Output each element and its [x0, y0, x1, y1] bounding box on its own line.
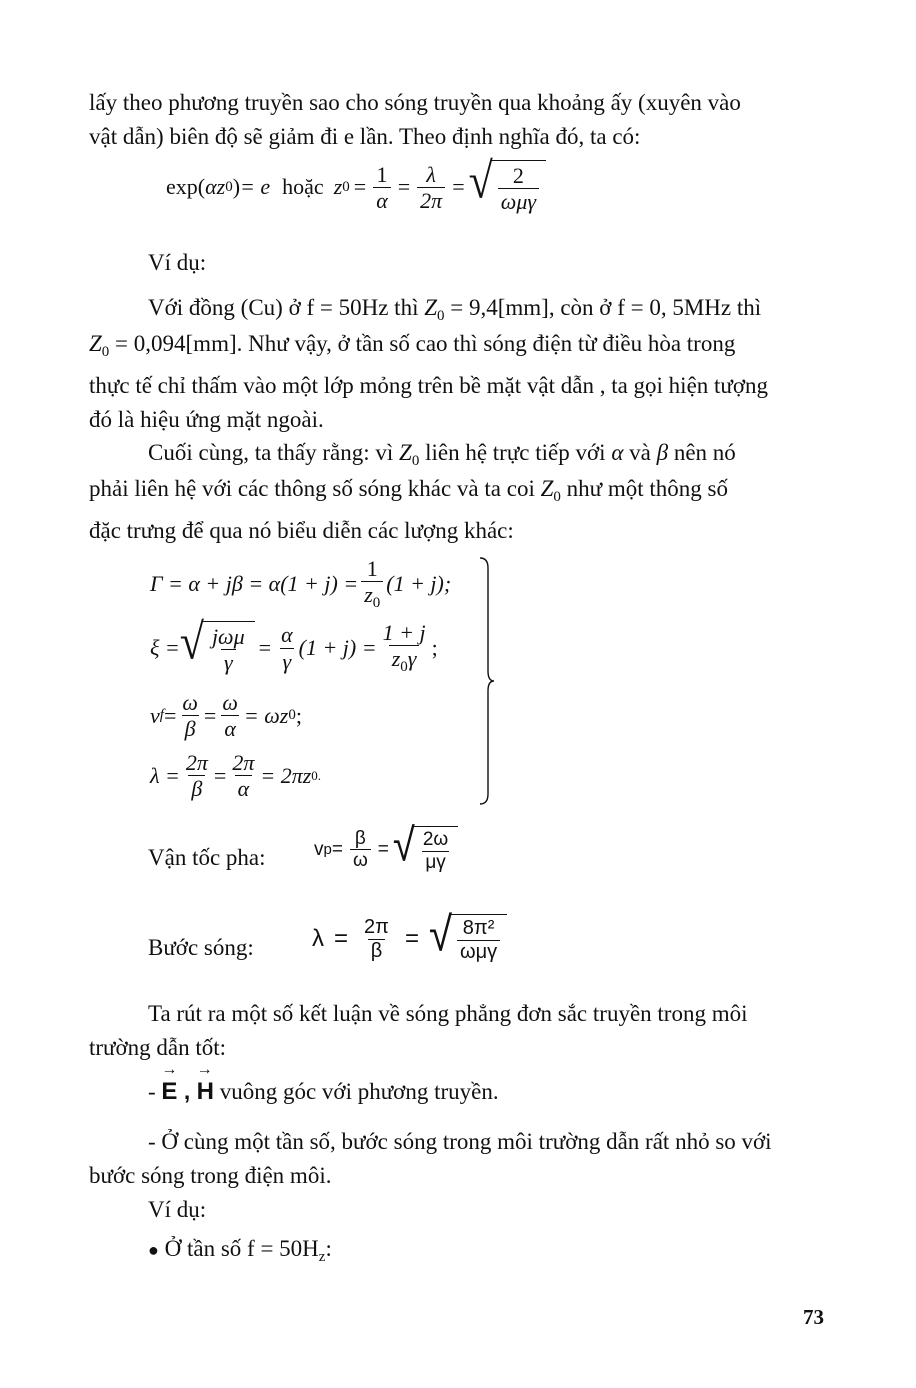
- frac-num: jωμ: [211, 623, 245, 649]
- sqrt: [179, 613, 255, 676]
- paragraph-conclusions-intro-cont: [89, 1031, 827, 1065]
- vector-H: → H: [197, 1078, 214, 1106]
- paragraph-conclusion-cont: [89, 472, 827, 548]
- paragraph-line: thực tế chỉ thấm vào một lớp mỏng trên bề mặt vật dẫn , ta gọi hiện tượng: [89, 373, 769, 398]
- frac-den: γ: [280, 648, 295, 674]
- conclusion-item-perpendicular: [148, 1078, 499, 1106]
- paragraph-line: trường dẫn tốt:: [89, 1035, 227, 1060]
- fraction: [417, 162, 445, 214]
- text: vuông góc với phương truyền.: [213, 1079, 499, 1104]
- frac-den: 2π: [417, 187, 445, 213]
- vector-E: → E: [161, 1078, 177, 1106]
- eq-rparen: ): [232, 174, 241, 200]
- radical-sign: √: [392, 820, 415, 871]
- wavelength-formula: [312, 906, 507, 964]
- eq-equals: =: [397, 174, 411, 200]
- frac-num: 2: [512, 163, 524, 188]
- dash: -: [148, 1079, 162, 1104]
- frac-den: [389, 645, 420, 676]
- equals: =: [334, 925, 349, 952]
- comma: ,: [177, 1078, 197, 1104]
- row-rhs: = 2πz: [260, 762, 312, 788]
- fraction: [380, 620, 429, 677]
- eq-alpha: α: [205, 174, 217, 200]
- frac-num: β: [354, 827, 366, 849]
- eq-equals: =: [353, 174, 367, 200]
- text: như một thông số: [560, 476, 728, 501]
- equals: =: [203, 702, 217, 728]
- bullet-icon: ●: [148, 1240, 159, 1260]
- frac-den: ωμγ: [457, 940, 500, 964]
- sub: 0: [437, 308, 445, 324]
- var-alpha: α: [611, 440, 624, 465]
- page-number: 73: [803, 1305, 824, 1329]
- fraction: [457, 917, 500, 964]
- var-Z: Z: [424, 295, 438, 320]
- text: phải liên hệ với các thông số sóng khác và ta coi: [89, 476, 541, 501]
- eq-e: = e: [240, 174, 271, 200]
- paragraph-copper-example-cont: [89, 327, 827, 437]
- example-label: Ví dụ:: [148, 250, 207, 275]
- paragraph-line: - Ở cùng một tần số, bước sóng trong môi trường dẫn rất nhỏ so với: [148, 1129, 772, 1154]
- sqrt-arg: [450, 914, 507, 964]
- sub: 0: [553, 489, 561, 505]
- var-beta: β: [656, 440, 669, 465]
- var-v: v: [150, 702, 160, 728]
- frac-den: β: [182, 715, 199, 741]
- fraction: [373, 162, 391, 214]
- text: nên nó: [668, 440, 736, 465]
- paragraph-line: đó là hiệu ứng mặt ngoài.: [89, 407, 324, 432]
- conclusion-item-wavelength-cont: [89, 1159, 827, 1193]
- sub: z: [318, 1249, 326, 1265]
- eq-z: z: [333, 174, 343, 200]
- row-lhs: λ =: [150, 762, 180, 788]
- sqrt: [468, 152, 546, 215]
- skin-depth-equation: [166, 152, 546, 215]
- sqrt-arg: [202, 621, 255, 676]
- frac-num: 2π: [185, 750, 208, 775]
- frac-num: ω: [222, 690, 238, 715]
- equals: =: [404, 925, 419, 952]
- row-end: ;: [431, 635, 438, 661]
- conclusion-item-wavelength: [89, 1125, 827, 1159]
- sub: p: [323, 841, 332, 859]
- var: γ: [407, 646, 417, 672]
- frac-num: 1: [366, 556, 378, 581]
- fraction: [420, 829, 451, 874]
- sub: 0: [372, 595, 381, 612]
- text: Ở tần số f = 50H: [158, 1236, 319, 1261]
- system-row-gamma: [150, 556, 451, 613]
- right-brace: [476, 556, 496, 806]
- equals: =: [331, 838, 343, 860]
- row-rhs: (1 + j);: [386, 571, 452, 597]
- frac-num: 2π: [232, 750, 255, 775]
- equals: =: [163, 702, 177, 728]
- equals: =: [213, 762, 227, 788]
- fraction: [209, 624, 248, 676]
- equals: =: [258, 635, 272, 661]
- var-Z: Z: [89, 331, 102, 356]
- text: Cuối cùng, ta thấy rằng: vì: [148, 440, 400, 465]
- fraction: [361, 916, 392, 963]
- row-end: ;: [295, 702, 302, 728]
- fraction: [498, 163, 539, 215]
- frac-num: 1 + j: [382, 620, 426, 645]
- sub: 0: [288, 707, 296, 724]
- eq-sub: 0: [342, 178, 350, 195]
- fraction: [350, 828, 371, 873]
- text: = 9,4[mm], còn ở f = 0, 5MHz thì: [444, 295, 762, 320]
- frac-den: α: [221, 715, 239, 741]
- sub: 0: [400, 659, 408, 676]
- eq-equals: =: [452, 174, 465, 200]
- var: z: [364, 582, 373, 608]
- frac-num: α: [281, 622, 293, 648]
- radical-sign: √: [428, 906, 453, 961]
- row-lhs: Γ = α + jβ = α(1 + j) =: [150, 571, 359, 597]
- row-mid: (1 + j) =: [298, 635, 377, 661]
- sub: 0.: [311, 767, 322, 783]
- fraction: [219, 690, 241, 742]
- text: :: [325, 1236, 332, 1261]
- row-rhs: = ωz: [243, 702, 289, 728]
- frac-den: ωμγ: [498, 188, 539, 214]
- frac-num: λ: [426, 161, 436, 187]
- sub: f: [159, 707, 164, 724]
- frac-num: 2ω: [422, 829, 449, 850]
- paragraph-line: lấy theo phương truyền sao cho sóng truyền qua khoảng ấy (xuyên vào: [89, 90, 741, 115]
- text: = 0,094[mm]. Như vậy, ở tần số cao thì sóng điện từ điều hòa trong: [109, 331, 736, 356]
- paragraph-line: Ta rút ra một số kết luận về sóng phẳng đơn sắc truyền trong môi: [148, 1001, 748, 1026]
- sqrt-arg: [491, 160, 546, 215]
- eq-sub: 0: [225, 178, 233, 195]
- frac-den: [361, 581, 383, 612]
- frac-num: 2π: [364, 915, 389, 938]
- frac-den: α: [373, 187, 391, 213]
- frac-den: β: [188, 775, 205, 801]
- fraction: [278, 622, 296, 674]
- frac-num: ω: [182, 690, 198, 715]
- var-v: v: [314, 838, 324, 860]
- paragraph-conclusions-intro: [89, 997, 827, 1031]
- phase-velocity-formula: [314, 820, 458, 874]
- phase-velocity-label: Vận tốc pha:: [148, 845, 266, 870]
- paragraph-line: [89, 327, 827, 369]
- sqrt-arg: [413, 826, 458, 874]
- frac-num: 1: [376, 161, 388, 187]
- var-Z: Z: [540, 476, 554, 501]
- radical-sign: √: [468, 152, 493, 209]
- frac-den: γ: [221, 649, 236, 675]
- frac-den: μγ: [422, 851, 448, 874]
- var-Z: Z: [399, 440, 412, 465]
- paragraph-line: đặc trưng để qua nó biểu diễn các lượng khác:: [89, 518, 514, 543]
- frac-num: 8π²: [462, 917, 495, 939]
- text: Với đồng (Cu) ở f = 50Hz thì: [148, 295, 425, 320]
- fraction: [361, 556, 383, 613]
- eq-or-word: hoặc: [282, 174, 324, 200]
- eq-z: z: [216, 174, 226, 200]
- system-row-lambda: [150, 750, 321, 802]
- sub: 0: [411, 453, 420, 469]
- frac-den: α: [235, 775, 253, 801]
- row-lhs: ξ =: [150, 635, 180, 661]
- sqrt: [392, 820, 458, 874]
- paragraph-line: bước sóng trong điện môi.: [89, 1163, 332, 1188]
- paragraph-line: vật dẫn) biên độ sẽ giảm đi e lần. Theo định nghĩa đó, ta có:: [89, 124, 641, 149]
- sub: 0: [101, 344, 110, 360]
- paragraph-line: [89, 472, 827, 514]
- system-row-xi: [150, 613, 438, 677]
- equals: =: [377, 838, 389, 860]
- fraction: [229, 750, 257, 802]
- fraction: [183, 750, 211, 802]
- frac-den: ω: [350, 849, 371, 872]
- text: và: [623, 440, 657, 465]
- sqrt: [428, 906, 507, 964]
- var: z: [391, 646, 401, 672]
- system-row-vf: [150, 690, 302, 742]
- paragraph-intro: [89, 86, 827, 154]
- radical-sign: √: [179, 613, 204, 670]
- frac-den: β: [368, 939, 386, 963]
- fraction: [179, 690, 201, 742]
- example-item-50hz: [148, 1236, 332, 1266]
- example-label: Ví dụ:: [148, 1197, 207, 1222]
- eq-lhs: exp(: [166, 174, 206, 200]
- wavelength-label: Bước sóng:: [148, 935, 254, 960]
- text: liên hệ trực tiếp với: [419, 440, 612, 465]
- var-lambda: λ: [312, 925, 324, 952]
